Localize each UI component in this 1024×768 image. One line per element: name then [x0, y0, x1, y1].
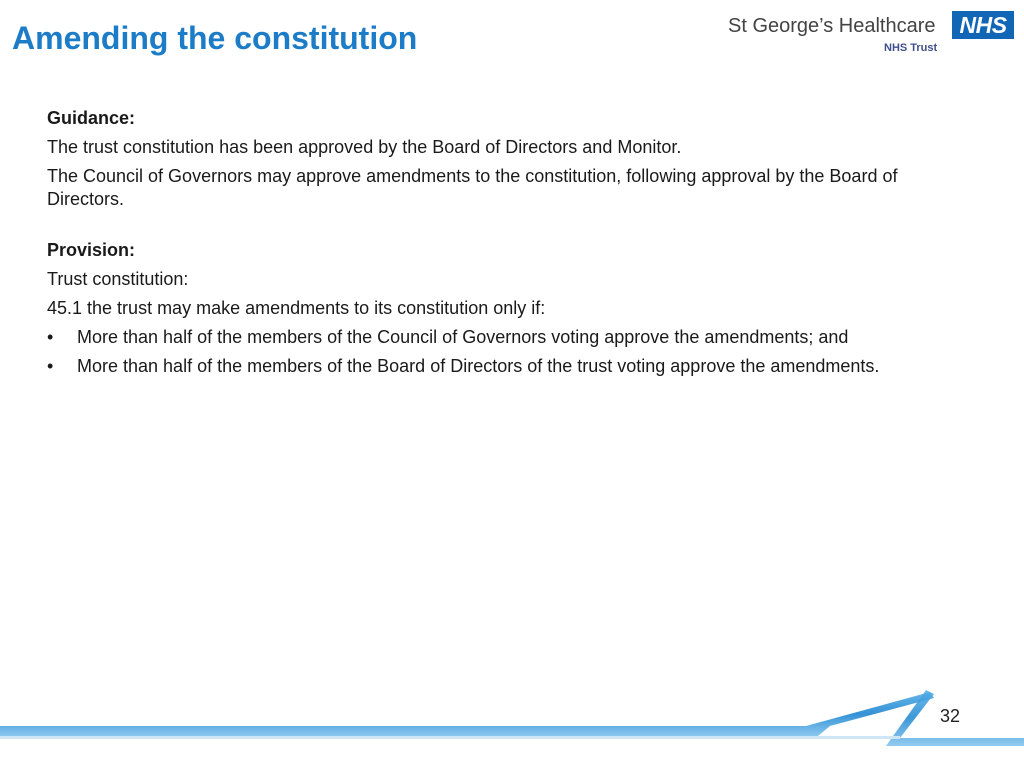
provision-heading: Provision: — [47, 240, 136, 260]
bullet-icon: • — [47, 327, 54, 347]
provision-line-1: Trust constitution: — [47, 269, 189, 289]
section-spacer — [47, 217, 947, 239]
guidance-paragraph-2: The Council of Governors may approve amendments to the constitution, following approval by the Board of Directors. — [47, 166, 898, 209]
bullet-text: More than half of the members of the Board of Directors of the trust voting approve the amendments. — [77, 356, 880, 376]
provision-line-2: 45.1 the trust may make amendments to its constitution only if: — [47, 298, 546, 318]
guidance-paragraph-1: The trust constitution has been approved by the Board of Directors and Monitor. — [47, 137, 682, 157]
footer-swoosh — [0, 686, 1024, 768]
trust-logo — [728, 10, 1014, 60]
bullet-icon: • — [47, 356, 54, 376]
list-item — [47, 355, 947, 378]
guidance-heading: Guidance: — [47, 108, 136, 128]
page-number: 32 — [940, 706, 961, 726]
nhs-badge — [952, 11, 1014, 39]
logo-trust-name: St George’s Healthcare — [728, 15, 936, 37]
slide-body — [47, 107, 947, 384]
list-item — [47, 326, 947, 349]
nhs-badge-text: NHS — [959, 12, 1007, 38]
provision-bullet-list — [47, 326, 947, 378]
bullet-text: More than half of the members of the Council of Governors voting approve the amendments; and — [77, 327, 849, 347]
logo-subtitle: NHS Trust — [884, 42, 938, 54]
slide-title: Amending the constitution — [12, 20, 418, 56]
